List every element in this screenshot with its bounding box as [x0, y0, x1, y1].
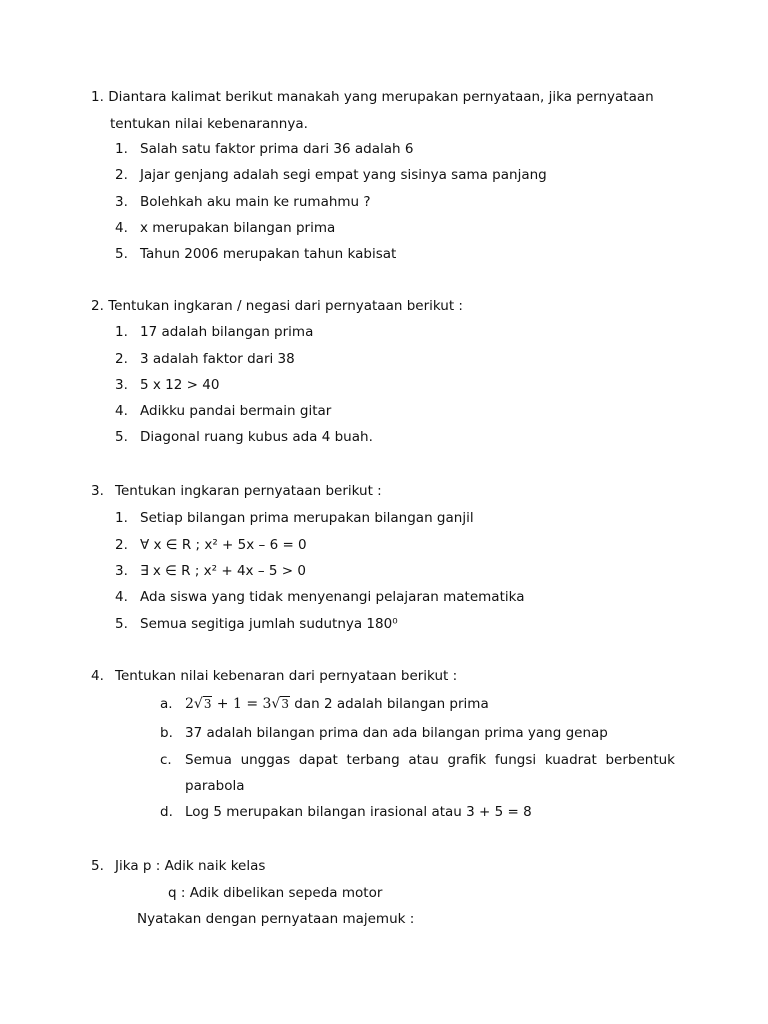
item-text: parabola: [185, 778, 245, 794]
question-text: Tentukan ingkaran / negasi dari pernyataan berikut :: [108, 298, 463, 314]
item-number: 3.: [115, 377, 128, 393]
item-text: Jajar genjang adalah segi empat yang sisinya sama panjang: [140, 167, 547, 183]
item-text: 5 x 12 > 40: [140, 377, 220, 393]
item-text: 17 adalah bilangan prima: [140, 324, 314, 340]
item-number: 3.: [115, 194, 128, 210]
question-number: 5.: [91, 858, 104, 874]
item-text: 37 adalah bilangan prima dan ada bilangan prima yang genap: [185, 725, 608, 741]
question-number: 1.: [91, 89, 104, 105]
item-text-tail: dan 2 adalah bilangan prima: [294, 696, 489, 712]
item-number: 2.: [115, 537, 128, 553]
item-text: Log 5 merupakan bilangan irasional atau 3 + 5 = 8: [185, 804, 532, 820]
question-text: Jika p : Adik naik kelas: [115, 858, 266, 874]
item-text: Bolehkah aku main ke rumahmu ?: [140, 194, 371, 210]
question-4: [91, 666, 457, 686]
question-number: 3.: [91, 483, 104, 499]
item-text: Adikku pandai bermain gitar: [140, 403, 332, 419]
item-letter: a.: [160, 696, 173, 712]
item-number: 3.: [115, 563, 128, 579]
question-1-continuation: tentukan nilai kebenarannya.: [110, 116, 308, 132]
item-number: 4.: [115, 589, 128, 605]
question-1: [91, 87, 654, 107]
question-5-q-line: q : Adik dibelikan sepeda motor: [168, 885, 383, 901]
item-text: Setiap bilangan prima merupakan bilangan ganjil: [140, 510, 474, 526]
item-text: ∃ x ∈ R ; x² + 4x – 5 > 0: [140, 563, 306, 579]
sqrt-sign-icon: √: [271, 696, 281, 712]
math-expression: + 1 = 3: [216, 696, 272, 712]
item-number: 2.: [115, 351, 128, 367]
item-number: 5.: [115, 616, 128, 632]
question-number: 4.: [91, 668, 104, 684]
question-text: Tentukan ingkaran pernyataan berikut :: [115, 483, 382, 499]
list-item-continuation: [185, 776, 245, 796]
item-text: Salah satu faktor prima dari 36 adalah 6: [140, 141, 414, 157]
question-number: 2.: [91, 298, 104, 314]
item-letter: b.: [160, 725, 173, 741]
item-text: Semua unggas dapat terbang atau grafik fungsi kuadrat berbentuk: [185, 752, 675, 768]
item-text: 3 adalah faktor dari 38: [140, 351, 295, 367]
item-number: 1.: [115, 324, 128, 340]
item-letter: d.: [160, 804, 173, 820]
math-coefficient: 2: [185, 696, 194, 712]
item-text: Semua segitiga jumlah sudutnya 180⁰: [140, 616, 398, 632]
question-text: Diantara kalimat berikut manakah yang merupakan pernyataan, jika pernyataan: [108, 89, 654, 105]
item-number: 2.: [115, 167, 128, 183]
item-number: 1.: [115, 141, 128, 157]
question-3: [91, 481, 382, 501]
sqrt-radicand: 3: [203, 697, 212, 711]
item-number: 1.: [115, 510, 128, 526]
item-number: 4.: [115, 403, 128, 419]
item-text: x merupakan bilangan prima: [140, 220, 336, 236]
question-5-instruction: Nyatakan dengan pernyataan majemuk :: [137, 911, 415, 927]
sqrt-radicand: 3: [281, 697, 289, 711]
item-text: [185, 694, 489, 714]
sqrt-sign-icon: √: [193, 696, 203, 712]
question-2: [91, 296, 463, 316]
item-text: Ada siswa yang tidak menyenangi pelajaran matematika: [140, 589, 525, 605]
item-text: ∀ x ∈ R ; x² + 5x – 6 = 0: [140, 537, 307, 553]
item-number: 5.: [115, 429, 128, 445]
item-number: 5.: [115, 246, 128, 262]
item-text: Tahun 2006 merupakan tahun kabisat: [140, 246, 397, 262]
question-5: [91, 856, 265, 876]
question-text: Tentukan nilai kebenaran dari pernyataan berikut :: [115, 668, 458, 684]
item-letter: c.: [160, 752, 172, 768]
item-text: Diagonal ruang kubus ada 4 buah.: [140, 429, 373, 445]
item-number: 4.: [115, 220, 128, 236]
